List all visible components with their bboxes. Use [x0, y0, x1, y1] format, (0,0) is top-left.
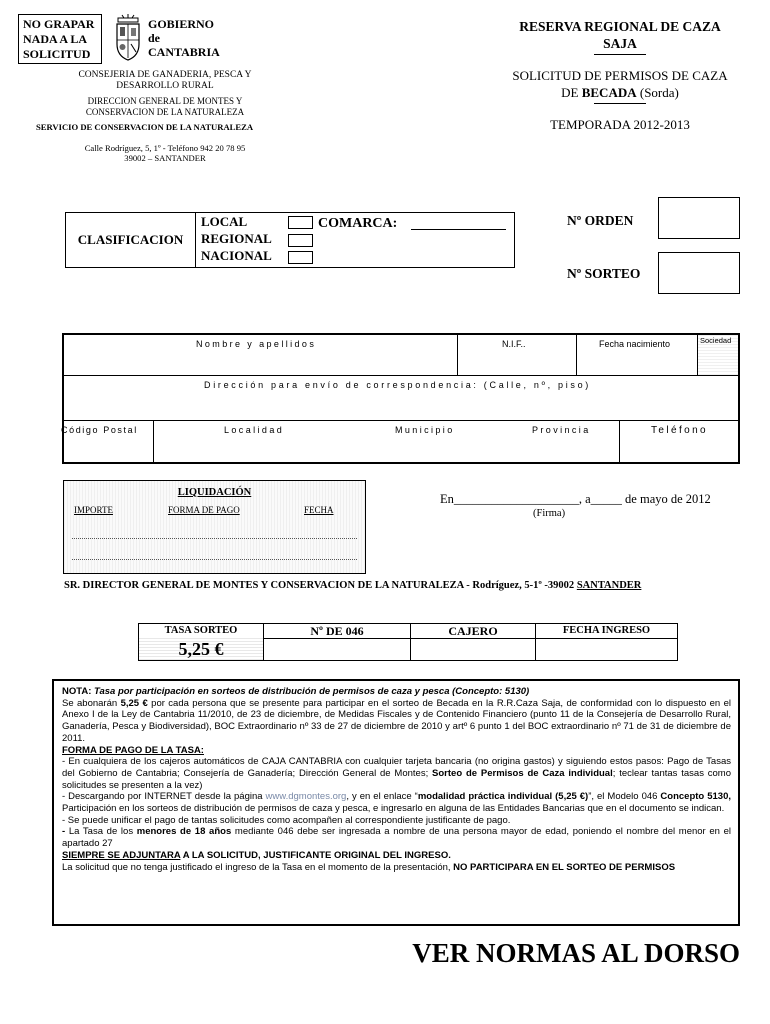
settlement-line[interactable]	[72, 559, 357, 560]
directorate: DIRECCION GENERAL DE MONTES Y CONSERVACION DE LA NATURALEZA	[85, 96, 245, 117]
society-label: Sociedad	[700, 336, 732, 345]
payment-method-label: FORMA DE PAGO	[168, 505, 240, 515]
note-dash: -	[62, 826, 66, 838]
department: CONSEJERIA DE GANADERIA, PESCA Y DESARROLLO RURAL	[78, 70, 252, 91]
reserve-line: SAJA	[603, 36, 637, 51]
stamp-line: SOLICITUD	[23, 47, 91, 61]
note-text: La Tasa de los	[68, 826, 134, 838]
note-bold: SIEMPRE SE ADJUNTARA	[62, 849, 181, 861]
province-field[interactable]: Provincia	[532, 425, 591, 435]
comarca-label: COMARCA:	[318, 216, 398, 231]
classification-label: CLASIFICACION	[66, 213, 196, 267]
address	[60, 143, 270, 163]
reserve-line: RESERVA REGIONAL DE CAZA	[519, 19, 721, 34]
note-text: ; teclear tantas tasas como solicitudes se presenten a la vez)	[62, 767, 732, 791]
classification-box	[65, 212, 515, 268]
request-species: BECADA	[581, 85, 637, 100]
note-text: - En cualquiera de los cajeros automáticos de CAJA CANTABRIA con cualquier tarjeta bancaria (no origina gastos) y siguiendo estos pasos: Pago de Tasas del Gobierno de Cantabria; Consejería de Ganadería; Dirección General de Montes;	[62, 756, 731, 779]
addressee-text: SR. DIRECTOR GENERAL DE MONTES Y CONSERVACION DE LA NATURALEZA - Rodríguez, 5-1º -39002	[64, 580, 575, 591]
stamp-line: NADA A LA	[23, 32, 88, 46]
payment-heading	[62, 745, 731, 757]
checkbox-nacional[interactable]	[288, 251, 313, 264]
payment-date-label: FECHA INGRESO	[536, 624, 677, 639]
option-regional: REGIONAL	[201, 231, 272, 246]
settlement-line[interactable]	[72, 538, 357, 539]
notes-box	[52, 679, 740, 926]
locality-field[interactable]: Localidad	[224, 425, 285, 435]
date-label: FECHA	[304, 505, 334, 515]
reserve-title	[480, 18, 760, 57]
option-local: LOCAL	[201, 214, 248, 229]
checkbox-local[interactable]	[288, 216, 313, 229]
payment-bullet	[62, 826, 731, 849]
addressee-city: SANTANDER	[576, 580, 642, 591]
amount-label: IMPORTE	[74, 505, 113, 515]
note-text: , y en el enlace “	[346, 791, 418, 803]
website-link[interactable]: www.dgmontes.org	[265, 791, 347, 803]
applicant-data-grid	[62, 333, 740, 464]
comarca-field[interactable]	[411, 229, 506, 230]
note-bold: Concepto 5130,	[660, 791, 731, 803]
note-text: Se abonarán	[62, 697, 118, 709]
address-field[interactable]: Dirección para envío de correspondencia: (Calle, nº, piso)	[204, 380, 592, 390]
note-bold: Sorteo de Permisos de Caza individual	[432, 767, 613, 779]
season: TEMPORADA 2012-2013	[550, 117, 690, 132]
nif-field[interactable]: N.I.F..	[502, 339, 526, 349]
fee-label: TASA SORTEO	[139, 624, 263, 639]
payment-bullet	[62, 756, 731, 791]
gov-line: GOBIERNO	[148, 17, 215, 31]
birth-date-field[interactable]: Fecha nacimiento	[599, 339, 671, 349]
name-field[interactable]: Nombre y apellidos	[196, 339, 317, 349]
note-text: - Descargando por INTERNET desde la página	[62, 791, 263, 803]
address-line: Calle Rodríguez, 5, 1º - Teléfono 942 20 78 95	[84, 143, 246, 153]
see-rules-footer: VER NORMAS AL DORSO	[412, 938, 740, 968]
note-text: La solicitud que no tenga justificado el ingreso de la Tasa en el momento de la presentación,	[62, 861, 451, 873]
place-date-line[interactable]: En____________________, a_____ de mayo de 2012	[440, 492, 711, 506]
note-bold: modalidad práctica individual (5,25 €)	[417, 791, 589, 803]
request-line: SOLICITUD DE PERMISOS DE CAZA	[512, 68, 728, 83]
service-name: SERVICIO DE CONSERVACION DE LA NATURALEZA	[36, 122, 254, 132]
payment-bullet: - Se puede unificar el pago de tantas solicitudes como acompañen al correspondiente justificante de pago.	[62, 814, 511, 826]
order-number-label: Nº ORDEN	[567, 213, 634, 228]
payment-date-cell[interactable]	[535, 623, 678, 661]
cashier-label: CAJERO	[411, 624, 535, 639]
request-sub: (Sorda)	[639, 85, 679, 100]
draw-number-field[interactable]	[658, 252, 740, 294]
address-line: 39002 – SANTANDER	[124, 153, 206, 163]
municipality-field[interactable]: Municipio	[395, 425, 455, 435]
always-attach	[62, 850, 731, 862]
note-amount: 5,25 €	[120, 697, 148, 709]
note-paragraph	[62, 698, 731, 745]
draw-number-label: Nº SORTEO	[567, 266, 641, 281]
government-name	[148, 17, 220, 59]
settlement-title: LIQUIDACIÓN	[177, 487, 252, 498]
payment-bullet	[62, 791, 731, 814]
phone-field[interactable]: Teléfono	[651, 425, 709, 436]
note-bold: menores de 18 años	[136, 826, 232, 838]
addressee	[64, 580, 641, 591]
gov-line: de	[148, 31, 160, 45]
option-nacional: NACIONAL	[201, 248, 272, 263]
note-bold: A LA SOLICITUD, JUSTIFICANTE ORIGINAL DEL INGRESO.	[182, 849, 451, 861]
settlement-box	[63, 480, 366, 574]
postal-code-field[interactable]: Código Postal	[61, 425, 138, 435]
checkbox-regional[interactable]	[288, 234, 313, 247]
note-title	[62, 686, 731, 698]
note-text: mediante 046 debe ser ingresada a nombre de una persona mayor de edad, poniendo el nombre del menor en el apartado 27	[62, 826, 732, 850]
note-text: ”, el Modelo 046	[588, 791, 658, 803]
cashier-cell[interactable]	[410, 623, 536, 661]
note-text: por cada persona que se presente para participar en el sorteo de Becada en la R.R.Caza Saja, de conformidad con lo dispuesto en el Anexo I de la Ley de Cantabria 11/2010, de 23 de diciembre, de Medidas Fiscales y de Contenido Financiero (punto 11 de la Consejería de Desarrollo Rural, Ganadería, Pesca y Biodiversidad), BOC Extraordinario nº 33 de 27 de diciembre de 2010 y artº 6 punto 1 del BOC extraordinario nº 71 de 31 de diciembre de 2011.	[62, 697, 732, 744]
signature-label: (Firma)	[533, 508, 566, 519]
form-046-cell[interactable]	[263, 623, 411, 661]
no-staple-stamp	[18, 14, 102, 64]
request-de: DE	[561, 85, 579, 100]
fee-value: 5,25 €	[139, 638, 263, 660]
form-046-label: Nº DE 046	[264, 624, 410, 639]
note-heading: Tasa por participación en sorteos de distribución de permisos de caza y pesca (Concepto: 5130)	[94, 686, 530, 697]
note-text: Participación en los sorteos de distribución de permisos de caza y pesca, e ingresarlo en alguna de las Entidades Bancarias que en el documento se indican.	[62, 803, 725, 815]
note-label: NOTA:	[62, 686, 92, 697]
stamp-line: NO GRAPAR	[23, 17, 95, 31]
request-species-line	[480, 84, 760, 101]
fee-table	[138, 623, 678, 661]
coat-of-arms-icon	[112, 14, 144, 62]
order-number-field[interactable]	[658, 197, 740, 239]
payment-heading-text: FORMA DE PAGO DE LA TASA:	[62, 744, 204, 756]
gov-line: CANTABRIA	[148, 45, 220, 59]
note-bold: NO PARTICIPARA EN EL SORTEO DE PERMISOS	[453, 861, 676, 873]
fee-cell	[138, 623, 264, 661]
request-title	[480, 67, 760, 106]
final-warning	[62, 862, 731, 874]
